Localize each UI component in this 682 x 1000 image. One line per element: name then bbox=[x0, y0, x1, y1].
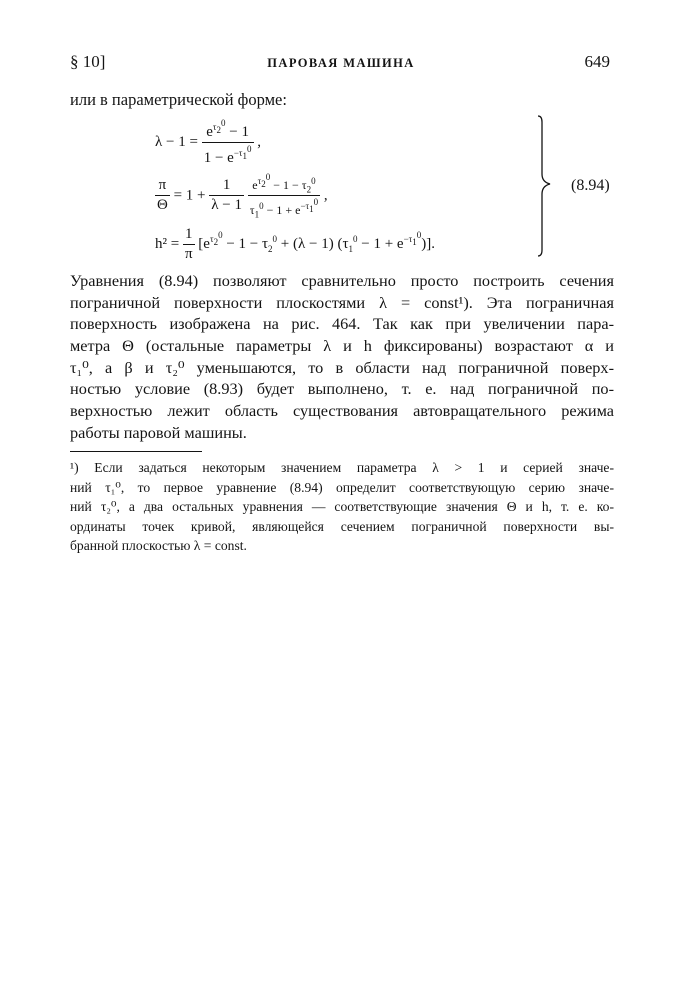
paragraph-line: ностью условие (8.93) будет выполнено, т. е. над пограничной по- bbox=[70, 379, 614, 399]
paragraph-line: пограничной поверхности плоскостями λ = const¹). Эта пограничная bbox=[70, 292, 614, 312]
footnote-line: ний τ₂⁰, а два остальных уравнения — соответствующие значения Θ и h, т. е. ко- bbox=[70, 499, 614, 515]
footnote-rule bbox=[70, 451, 202, 452]
equation-2: $\frac{\pi}{\Theta}$ = 1 + $\frac{1}{\lambda - 1}$ $\frac{e^{\tau_2^0} - 1 - \tau_2^0}{\tau_1^0 - 1 + e^{-\tau_1^0}}$ , bbox=[157, 172, 328, 220]
page-number: 649 bbox=[584, 52, 610, 71]
paragraph-line: Уравнения (8.94) позволяют сравнительно просто построить сечения bbox=[70, 271, 614, 290]
section-marker: § 10] bbox=[70, 52, 106, 71]
equation-1: λ − 1 = $\frac{e^{\tau_2^0} - 1}{1 - e^{-\tau_1^0}}$ , bbox=[155, 118, 262, 166]
footnote-line: ний τ₁⁰, то первое уравнение (8.94) определит соответствующую серию значе- bbox=[70, 479, 614, 495]
footnote bbox=[70, 458, 614, 556]
intro-line: или в параметрической форме: bbox=[70, 90, 287, 109]
paragraph-line: метра Θ (остальные параметры λ и h фиксированы) возрастают α и bbox=[70, 336, 614, 356]
equation-number: (8.94) bbox=[571, 177, 610, 194]
footnote-line: ¹) Если задаться некоторым значением параметра λ > 1 и серией значе- bbox=[70, 460, 614, 475]
footnote-line: ординаты точек кривой, являющейся сечением пограничной поверхности вы- bbox=[70, 518, 614, 534]
paragraph-line: верхностью лежит область существования автовращательного режима bbox=[70, 401, 614, 421]
running-title: ПАРОВАЯ МАШИНА bbox=[267, 56, 415, 70]
body-paragraph bbox=[70, 270, 614, 444]
footnote-line: бранной плоскостью λ = const. bbox=[70, 538, 247, 554]
paragraph-line: работы паровой машины. bbox=[70, 422, 247, 442]
paragraph-line: τ₁⁰, а β и τ₂⁰ уменьшаются, то в области над пограничной поверх- bbox=[70, 357, 614, 377]
paragraph-line: поверхность изображена на рис. 464. Так как при увеличении пара- bbox=[70, 314, 614, 334]
equation-brace bbox=[520, 112, 570, 260]
equation-3: h² = $\frac{1}{\pi}$ $[e^{\tau_2^0} - 1 - \tau_2^0 + (\lambda - 1) (\tau_1^0 - 1 + e^{-\tau_1^0})]$. bbox=[155, 226, 436, 262]
